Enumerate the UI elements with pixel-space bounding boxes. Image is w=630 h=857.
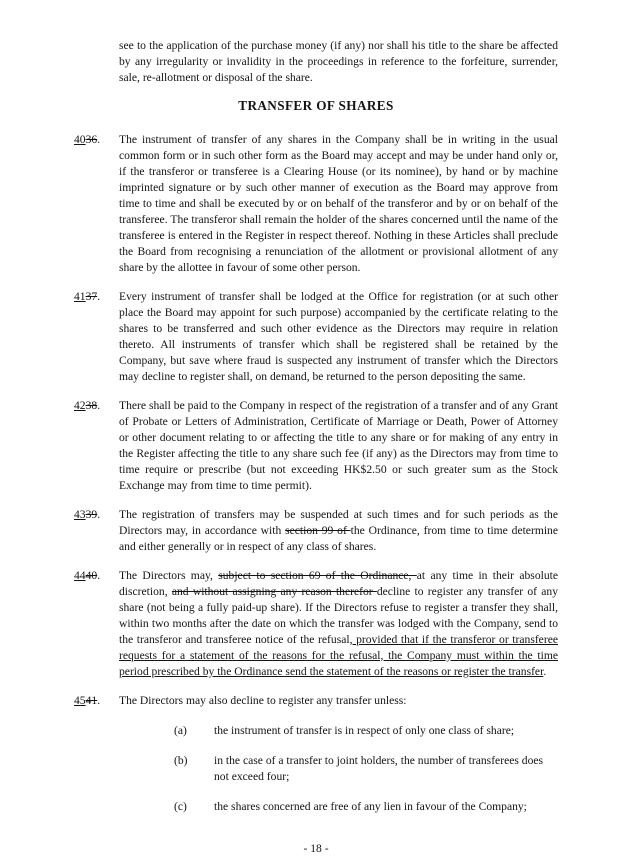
intro-paragraph: see to the application of the purchase money (if any) nor shall his title to the share be affected by any irregularity or invalidity in the proceedings in reference to the forfeiture, surrender, sale, re-allotment or disposal of the share.: [119, 38, 558, 84]
text-segment: .: [543, 664, 547, 678]
article-42: [74, 398, 558, 494]
list-item-text: the instrument of transfer is in respect of only one class of share;: [214, 723, 515, 737]
text-segment: decline to register any transfer of any share (not being a fully paid-up share). If the Directors refuse to register a transfer they shall, within two months after the date on which the transfer was lodged with the Company, send to the transferor and transferee notice of the refusal: [119, 584, 559, 646]
article-number-new: 44: [74, 568, 86, 582]
text-segment: Every instrument of transfer shall be lodged at the Office for registration (or at such other place the Board may appoint for such purpose) accompanied by the certificate relating to the shares to be transferred and such other evidence as the Directors may require in relation thereto. All instruments of transfer which shall be registered shall be retained by the Company, but save where fraud is suspected any instrument of transfer which the Directors may decline to register shall, on demand, be returned to the person depositing the same.: [119, 289, 558, 383]
list-item-c: [174, 799, 558, 815]
article-40: [74, 132, 558, 276]
article-number-new: 41: [74, 289, 86, 303]
article-body: [119, 398, 558, 494]
article-number-old: 40: [85, 568, 98, 582]
article-number: [74, 132, 119, 276]
article-number-new: 45: [74, 693, 86, 707]
article-body: [119, 132, 558, 276]
list-item-a: [174, 723, 558, 739]
text-segment: There shall be paid to the Company in respect of the registration of a transfer and of any Grant of Probate or Letters of Administration, Certificate of Marriage or Death, Power of Attorney or other document relating to or affecting the title to any share or for making of any entry in the Register affecting the title to any share such fee (if any) as the Directors may from time to time require or prescribe (but not exceeding HK$2.50 or such greater sum as the Stock Exchange may from time to time permit).: [119, 398, 558, 492]
article-43: [74, 507, 558, 555]
article-number-old: 37: [85, 289, 98, 303]
page-number: - 18 -: [303, 841, 329, 855]
text-segment: The instrument of transfer of any shares in the Company shall be in writing in the usual common form or in such other form as the Board may accept and may be under hand only or, if the transferor or transferee is a Clearing House (or its nominee), by hand or by machine imprinted signature or by such other manner of execution as the Board may approve from time to time and shall be executed by or on behalf of the transferor and by or on behalf of the transferee. The transferor shall remain the holder of the shares concerned until the name of the transferee is entered in the Register in respect thereof. Nothing in these Articles shall preclude the Board from recognising a renunciation of the allotment or provisional allotment of any share by the allottee in favour of some other person.: [119, 132, 558, 274]
article-body: [119, 507, 558, 555]
list-item-text: in the case of a transfer to joint holders, the number of transferees does not exceed four;: [214, 753, 544, 783]
deleted-text-segment: subject to section 69 of the Ordinance,: [218, 568, 417, 582]
text-segment: The Directors may,: [119, 568, 219, 582]
article-number-new: 42: [74, 398, 86, 412]
article-number-old: 41: [85, 693, 98, 707]
article-number-dot: .: [97, 132, 101, 146]
article-number-dot: .: [97, 289, 101, 303]
list-item-label: (c): [174, 799, 187, 813]
article-number-dot: .: [97, 693, 101, 707]
list-item-label: (a): [174, 723, 187, 737]
article-45: [74, 693, 558, 709]
deleted-text-segment: and without assigning any reason therefor: [171, 584, 377, 598]
article-44: [74, 568, 558, 680]
article-body: [119, 568, 558, 680]
article-number: [74, 289, 119, 385]
inserted-text-segment: ,: [164, 584, 168, 598]
list-item-label: (b): [174, 753, 188, 767]
text-segment: at any time in their absolute discretion: [119, 568, 558, 598]
article-number-new: 43: [74, 507, 86, 521]
article-number-old: 39: [85, 507, 98, 521]
article-number-dot: .: [97, 507, 101, 521]
text-segment: The registration of transfers may be suspended at such times and for such periods as the Directors may, in accordance with: [119, 507, 558, 537]
deleted-text-segment: section 99 of: [285, 523, 351, 537]
inserted-text-segment: , provided that if the transferor or transferee requests for a statement of the reasons for the refusal, the Company must within the time period prescribed by the Ordinance send the statement of the reasons or register the transfer: [119, 632, 558, 678]
article-number-old: 36: [85, 132, 98, 146]
article-number-old: 38: [85, 398, 98, 412]
text-segment: The Directors may also decline to register any transfer unless:: [119, 693, 407, 707]
article-41: [74, 289, 558, 385]
article-number: [74, 398, 119, 494]
article-number: [74, 507, 119, 555]
article-number: [74, 693, 119, 709]
article-number: [74, 568, 119, 680]
article-number-dot: .: [97, 568, 101, 582]
article-number-new: 40: [74, 132, 86, 146]
list-item-b: [174, 753, 558, 785]
section-heading: TRANSFER OF SHARES: [238, 97, 394, 113]
list-item-text: the shares concerned are free of any lien in favour of the Company;: [214, 799, 527, 813]
text-segment: the Ordinance, from time to time determine and either generally or in respect of any class of shares.: [119, 523, 558, 553]
article-number-dot: .: [97, 398, 101, 412]
article-body: [119, 289, 558, 385]
article-body: [119, 693, 558, 709]
